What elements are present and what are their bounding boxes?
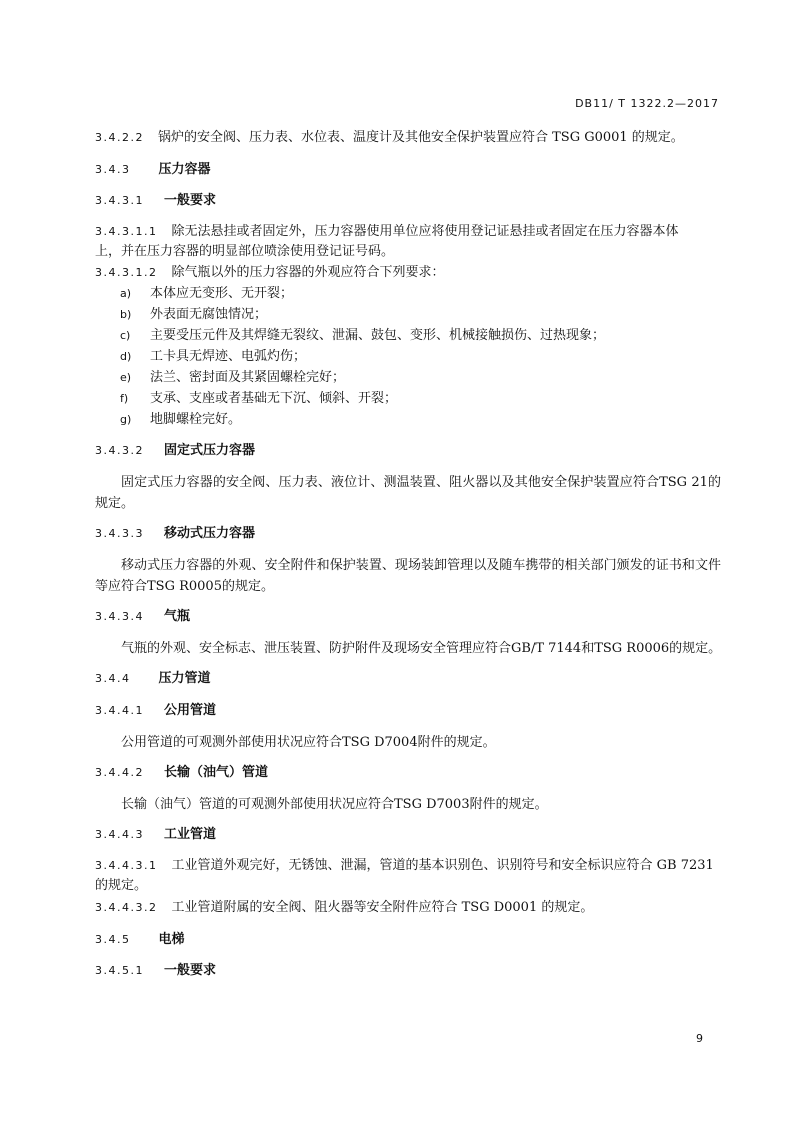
heading-3-4-4-3 — [95, 826, 721, 844]
heading-number: 3.4.5.1 — [95, 964, 144, 977]
list-label: g) — [120, 413, 132, 426]
clause-number: 3.4.3.1.2 — [95, 266, 158, 279]
heading-3-4-4-2 — [95, 764, 721, 782]
clause-text: 除气瓶以外的压力容器的外观应符合下列要求： — [171, 265, 445, 280]
list-label: a) — [120, 287, 132, 300]
heading-title: 公用管道 — [163, 703, 216, 718]
paragraph: 长输（油气）管道的可观测外部使用状况应符合TSG D7003附件的规定。 — [121, 797, 548, 812]
heading-title: 工业管道 — [163, 827, 216, 842]
clause-3-4-3-1-1 — [95, 223, 721, 241]
heading-title: 长输（油气）管道 — [163, 765, 268, 780]
clause-number: 3.4.2.2 — [95, 131, 144, 144]
heading-title: 固定式压力容器 — [163, 443, 255, 458]
list-item — [120, 327, 605, 345]
clause-3-4-3-1-2 — [95, 264, 721, 282]
list-label: c) — [120, 329, 131, 342]
clause-number: 3.4.4.3.2 — [95, 901, 158, 914]
list-text: 外表面无腐蚀情况； — [150, 307, 268, 322]
heading-title: 电梯 — [158, 932, 185, 947]
heading-title: 移动式压力容器 — [163, 526, 255, 541]
heading-title: 一般要求 — [163, 963, 216, 978]
heading-number: 3.4.5 — [95, 933, 131, 946]
heading-title: 气瓶 — [163, 609, 190, 624]
heading-number: 3.4.3.3 — [95, 527, 144, 540]
heading-3-4-4-1 — [95, 702, 721, 720]
clause-text: 锅炉的安全阀、压力表、水位表、温度计及其他安全保护装置应符合 TSG G0001 的规定。 — [157, 130, 684, 145]
list-text: 地脚螺栓完好。 — [150, 412, 242, 427]
clause-number: 3.4.3.1.1 — [95, 225, 158, 238]
list-item — [120, 411, 241, 429]
heading-title: 压力容器 — [158, 162, 211, 177]
clause-number: 3.4.4.3.1 — [95, 859, 158, 872]
heading-3-4-3 — [95, 161, 721, 179]
page-number: 9 — [696, 1032, 703, 1045]
heading-3-4-3-3 — [95, 525, 721, 543]
heading-3-4-3-4 — [95, 608, 721, 626]
list-text: 工卡具无焊迹、电弧灼伤； — [150, 349, 307, 364]
list-item — [120, 285, 293, 303]
heading-number: 3.4.3.2 — [95, 444, 144, 457]
list-item — [120, 390, 397, 408]
heading-title: 压力管道 — [158, 671, 211, 686]
list-text: 本体应无变形、无开裂； — [150, 286, 294, 301]
list-label: e) — [120, 371, 132, 384]
heading-number: 3.4.4.3 — [95, 828, 144, 841]
heading-3-4-3-1 — [95, 192, 721, 210]
heading-3-4-3-2 — [95, 442, 721, 460]
paragraph: 公用管道的可观测外部使用状况应符合TSG D7004附件的规定。 — [121, 735, 496, 750]
list-item — [120, 348, 306, 366]
heading-3-4-4 — [95, 670, 721, 688]
heading-number: 3.4.4 — [95, 672, 131, 685]
list-label: d) — [120, 350, 132, 363]
paragraph: 气瓶的外观、安全标志、泄压装置、防护附件及现场安全管理应符合GB/T 7144和TSG R0006的规定。 — [121, 641, 722, 656]
list-label: b) — [120, 308, 132, 321]
clause-3-4-3-1-1-continuation: 上，并在压力容器的明显部位喷涂使用登记证号码。 — [95, 244, 395, 259]
heading-3-4-5 — [95, 931, 721, 949]
list-item — [120, 369, 345, 387]
list-text: 主要受压元件及其焊缝无裂纹、泄漏、鼓包、变形、机械接触损伤、过热现象； — [150, 328, 606, 343]
paragraph: 移动式压力容器的外观、安全附件和保护装置、现场装卸管理以及随车携带的相关部门颁发的证书和文件等应符合TSG R0005的规定。 — [95, 558, 721, 594]
clause-text: 除无法悬挂或者固定外，压力容器使用单位应将使用登记证悬挂或者固定在压力容器本体 — [171, 224, 679, 239]
list-item — [120, 306, 267, 324]
paragraph: 固定式压力容器的安全阀、压力表、液位计、测温装置、阻火器以及其他安全保护装置应符合TSG 21的规定。 — [95, 475, 721, 511]
clause-text: 工业管道外观完好，无锈蚀、泄漏，管道的基本识别色、识别符号和安全标识应符合 GB 7231 — [171, 858, 714, 873]
standard-code: DB11/ T 1322.2—2017 — [575, 97, 719, 110]
clause-3-4-4-3-1 — [95, 857, 721, 875]
list-text: 法兰、密封面及其紧固螺栓完好； — [150, 370, 346, 385]
heading-number: 3.4.4.1 — [95, 704, 144, 717]
clause-3-4-2-2 — [95, 129, 721, 147]
heading-number: 3.4.4.2 — [95, 766, 144, 779]
heading-3-4-5-1 — [95, 962, 721, 980]
heading-number: 3.4.3.4 — [95, 610, 144, 623]
clause-3-4-4-3-2 — [95, 899, 721, 917]
clause-3-4-4-3-1-continuation: 的规定。 — [95, 878, 148, 893]
heading-title: 一般要求 — [163, 193, 216, 208]
list-label: f) — [120, 392, 129, 405]
heading-number: 3.4.3 — [95, 163, 131, 176]
heading-number: 3.4.3.1 — [95, 194, 144, 207]
list-text: 支承、支座或者基础无下沉、倾斜、开裂； — [150, 391, 398, 406]
clause-text: 工业管道附属的安全阀、阻火器等安全附件应符合 TSG D0001 的规定。 — [171, 900, 594, 915]
